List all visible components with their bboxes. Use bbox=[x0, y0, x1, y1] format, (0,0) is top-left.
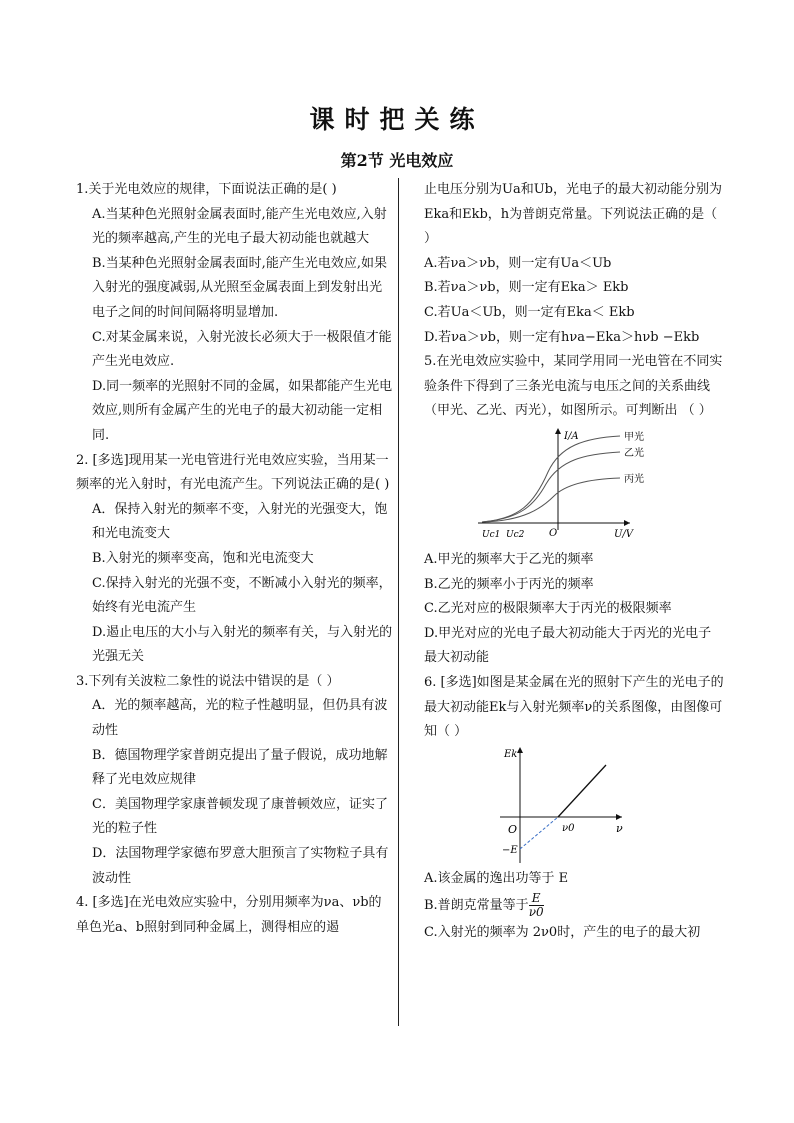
q6-stem: 6. [多选]如图是某金属在光的照射下产生的光电子的最大初动能Ek与入射光频率ν的关系图像，由图像可知（ ） bbox=[424, 674, 724, 740]
origin-label: O bbox=[549, 527, 558, 539]
q3-option-d: D．法国物理学家德布罗意大胆预言了实物粒子具有波动性 bbox=[92, 846, 389, 886]
fraction-numerator: E bbox=[531, 891, 541, 906]
q1-stem: 1.关于光电效应的规律，下面说法正确的是( ) bbox=[76, 182, 337, 197]
q5-stem: 5.在光电效应实验中，某同学用同一光电管在不同实验条件下得到了三条光电流与电压之间的关系曲线（甲光、乙光、丙光），如图所示。可判断出 （ ） bbox=[424, 354, 723, 419]
q1-option-b: B.当某种色光照射金属表面时,能产生光电效应,如果入射光的强度减弱,从光照至金属表面上到发射出光电子之间的时间间隔将明显增加. bbox=[92, 255, 387, 320]
series-jia-label: 甲光 bbox=[624, 431, 644, 443]
y-axis-label: Ek bbox=[504, 748, 518, 760]
q1-option-a: A.当某种色光照射金属表面时,能产生光电效应,入射光的频率越高,产生的光电子最大初动能也就越大 bbox=[92, 206, 387, 247]
uc2-label: Uc2 bbox=[506, 529, 525, 540]
q5-option-c: C.乙光对应的极限频率大于丙光的极限频率 bbox=[424, 601, 672, 617]
q6-option-b bbox=[424, 891, 724, 921]
fraction-denominator: ν0 bbox=[528, 905, 544, 920]
q1-option-d: D.同一频率的光照射不同的金属，如果都能产生光电效应,则所有金属产生的光电子的最大初动能一定相同. bbox=[92, 378, 393, 443]
curve-yi bbox=[482, 452, 620, 522]
x-axis-label: U/V bbox=[614, 528, 634, 540]
q3-stem: 3.下列有关波粒二象性的说法中错误的是（ ） bbox=[76, 673, 340, 689]
y-axis-arrow bbox=[517, 747, 523, 753]
q2-stem: 2. [多选]现用某一光电管进行光电效应实验，当用某一频率的光入射时，有光电流产生。下列说法正确的是( ) bbox=[76, 452, 390, 493]
q2-option-b: B.入射光的频率变高，饱和光电流变大 bbox=[92, 550, 314, 566]
ek-nu-graph bbox=[424, 745, 724, 867]
curve-bing bbox=[482, 478, 620, 522]
y-axis-arrow bbox=[555, 428, 561, 434]
q6-option-a: A.该金属的逸出功等于 E bbox=[424, 870, 569, 886]
q4-stem: 4. [多选]在光电效应实验中，分别用频率为νa、νb的单色光a、b照射到同种金属上，测得相应的遏 bbox=[76, 895, 382, 935]
nu0-label: ν0 bbox=[562, 822, 575, 834]
series-bing-label: 丙光 bbox=[624, 473, 644, 485]
q6-option-b-text: B.普朗克常量等于 bbox=[424, 898, 529, 914]
q4-option-b: B.若νa＞νb，则一定有Eka＞ Ekb bbox=[424, 280, 629, 296]
fraction-e-over-nu0 bbox=[529, 892, 544, 919]
origin-label: O bbox=[508, 822, 518, 836]
q4-option-d: D.若νa＞νb，则一定有hνa−Eka＞hνb −Ekb bbox=[424, 329, 700, 345]
q4-option-c: C.若Ua＜Ub，则一定有Eka＜ Ekb bbox=[424, 304, 635, 320]
x-axis-arrow bbox=[624, 520, 630, 526]
section-subtitle: 第2节 光电效应 bbox=[340, 151, 454, 170]
right-column bbox=[424, 178, 724, 946]
left-column bbox=[76, 178, 394, 940]
q2-option-a: A．保持入射光的频率不变，入射光的光强变大，饱和光电流变大 bbox=[92, 501, 388, 542]
extrapolated-line bbox=[520, 817, 558, 849]
column-divider bbox=[398, 178, 399, 1026]
neg-e-label: −E bbox=[502, 844, 518, 856]
q5-figure bbox=[424, 424, 724, 548]
series-yi-label: 乙光 bbox=[624, 447, 644, 459]
q3-option-a: A．光的频率越高，光的粒子性越明显，但仍具有波动性 bbox=[92, 698, 388, 739]
q4-stem-continued: 止电压分别为Ua和Ub，光电子的最大初动能分别为Eka和Ekb，h为普朗克常量。下列说法正确的是（ ） bbox=[424, 182, 722, 247]
q6-option-c: C.入射光的频率为 2ν0时，产生的电子的最大初 bbox=[424, 925, 701, 941]
ek-line bbox=[558, 765, 606, 817]
page-title: 课时把关练 bbox=[309, 105, 485, 134]
x-axis-arrow bbox=[616, 814, 622, 820]
q5-option-b: B.乙光的频率小于丙光的频率 bbox=[424, 576, 594, 592]
uc1-label: Uc1 bbox=[482, 529, 501, 540]
q4-option-a: A.若νa＞νb，则一定有Ua＜Ub bbox=[424, 255, 612, 271]
q5-option-d: D.甲光对应的光电子最大初动能大于丙光的光电子最大初动能 bbox=[424, 625, 712, 666]
q1-option-c: C.对某金属来说，入射光波长必须大于一极限值才能产生光电效应. bbox=[92, 329, 392, 370]
iu-curve-graph bbox=[424, 424, 724, 548]
x-axis-label: ν bbox=[616, 821, 623, 835]
q2-option-c: C.保持入射光的光强不变，不断减小入射光的频率，始终有光电流产生 bbox=[92, 575, 392, 616]
q5-option-a: A.甲光的频率大于乙光的频率 bbox=[424, 551, 594, 567]
q2-option-d: D.遏止电压的大小与入射光的频率有关，与入射光的光强无关 bbox=[92, 624, 393, 665]
q3-option-c: C．美国物理学家康普顿发现了康普顿效应，证实了光的粒子性 bbox=[92, 796, 388, 837]
y-axis-label: I/A bbox=[564, 430, 579, 442]
q6-figure bbox=[424, 745, 724, 867]
q3-option-b: B．德国物理学家普朗克提出了量子假说，成功地解释了光电效应规律 bbox=[92, 747, 388, 788]
